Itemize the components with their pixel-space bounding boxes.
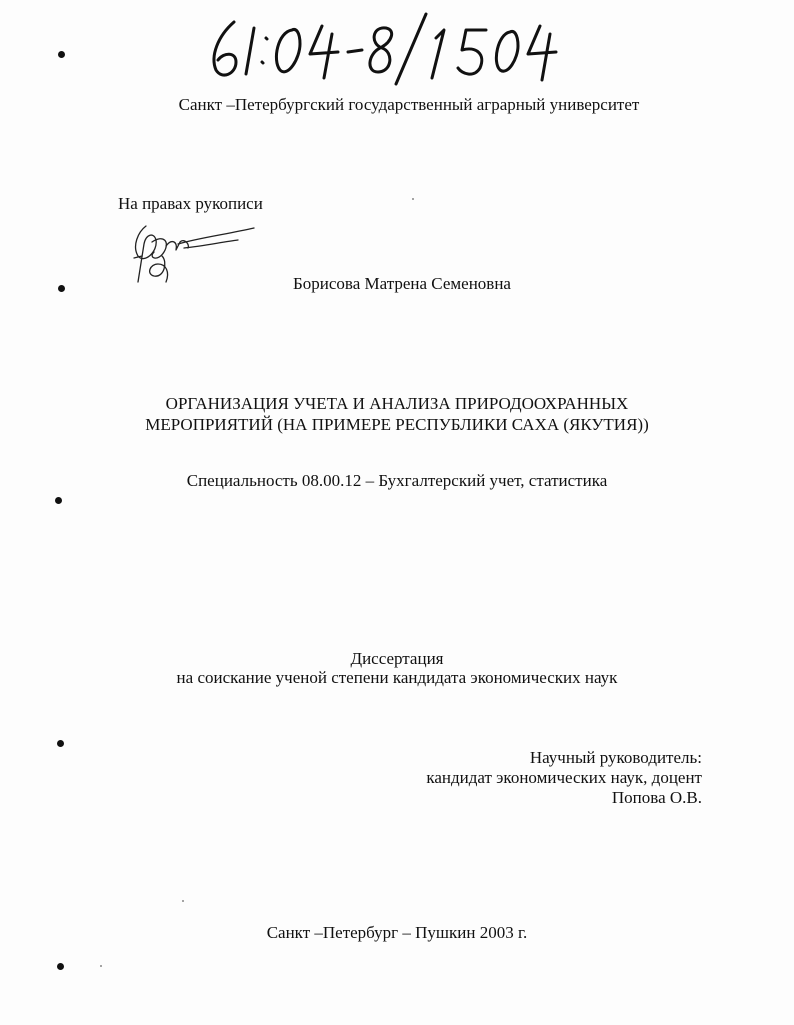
supervisor-title: кандидат экономических наук, доцент bbox=[426, 768, 702, 787]
manuscript-note: На правах рукописи bbox=[118, 194, 263, 213]
author-name: Борисова Матрена Семеновна bbox=[293, 274, 511, 293]
scan-speck bbox=[412, 198, 414, 200]
degree-description: на соискание ученой степени кандидата экономических наук bbox=[176, 668, 618, 687]
dissertation-label: Диссертация bbox=[350, 649, 444, 668]
punch-hole-mark bbox=[58, 51, 65, 58]
author-signature bbox=[118, 212, 258, 292]
dissertation-title-line-1: ОРГАНИЗАЦИЯ УЧЕТА И АНАЛИЗА ПРИРОДООХРАННЫХ bbox=[165, 394, 629, 413]
supervisor-name: Попова О.В. bbox=[611, 788, 702, 807]
university-name: Санкт –Петербургский государственный аграрный университет bbox=[178, 95, 640, 114]
punch-hole-mark bbox=[58, 285, 65, 292]
supervisor-heading: Научный руководитель: bbox=[529, 748, 702, 767]
specialty: Специальность 08.00.12 – Бухгалтерский учет, статистика bbox=[186, 471, 608, 490]
archive-number-handwritten bbox=[200, 8, 560, 88]
scan-speck bbox=[100, 965, 102, 967]
scan-speck bbox=[182, 900, 184, 902]
punch-hole-mark bbox=[57, 963, 64, 970]
punch-hole-mark bbox=[55, 497, 62, 504]
dissertation-title-line-2: МЕРОПРИЯТИЙ (НА ПРИМЕРЕ РЕСПУБЛИКИ САХА (ЯКУТИЯ)) bbox=[145, 415, 649, 434]
city-year: Санкт –Петербург – Пушкин 2003 г. bbox=[266, 923, 528, 942]
punch-hole-mark bbox=[57, 740, 64, 747]
